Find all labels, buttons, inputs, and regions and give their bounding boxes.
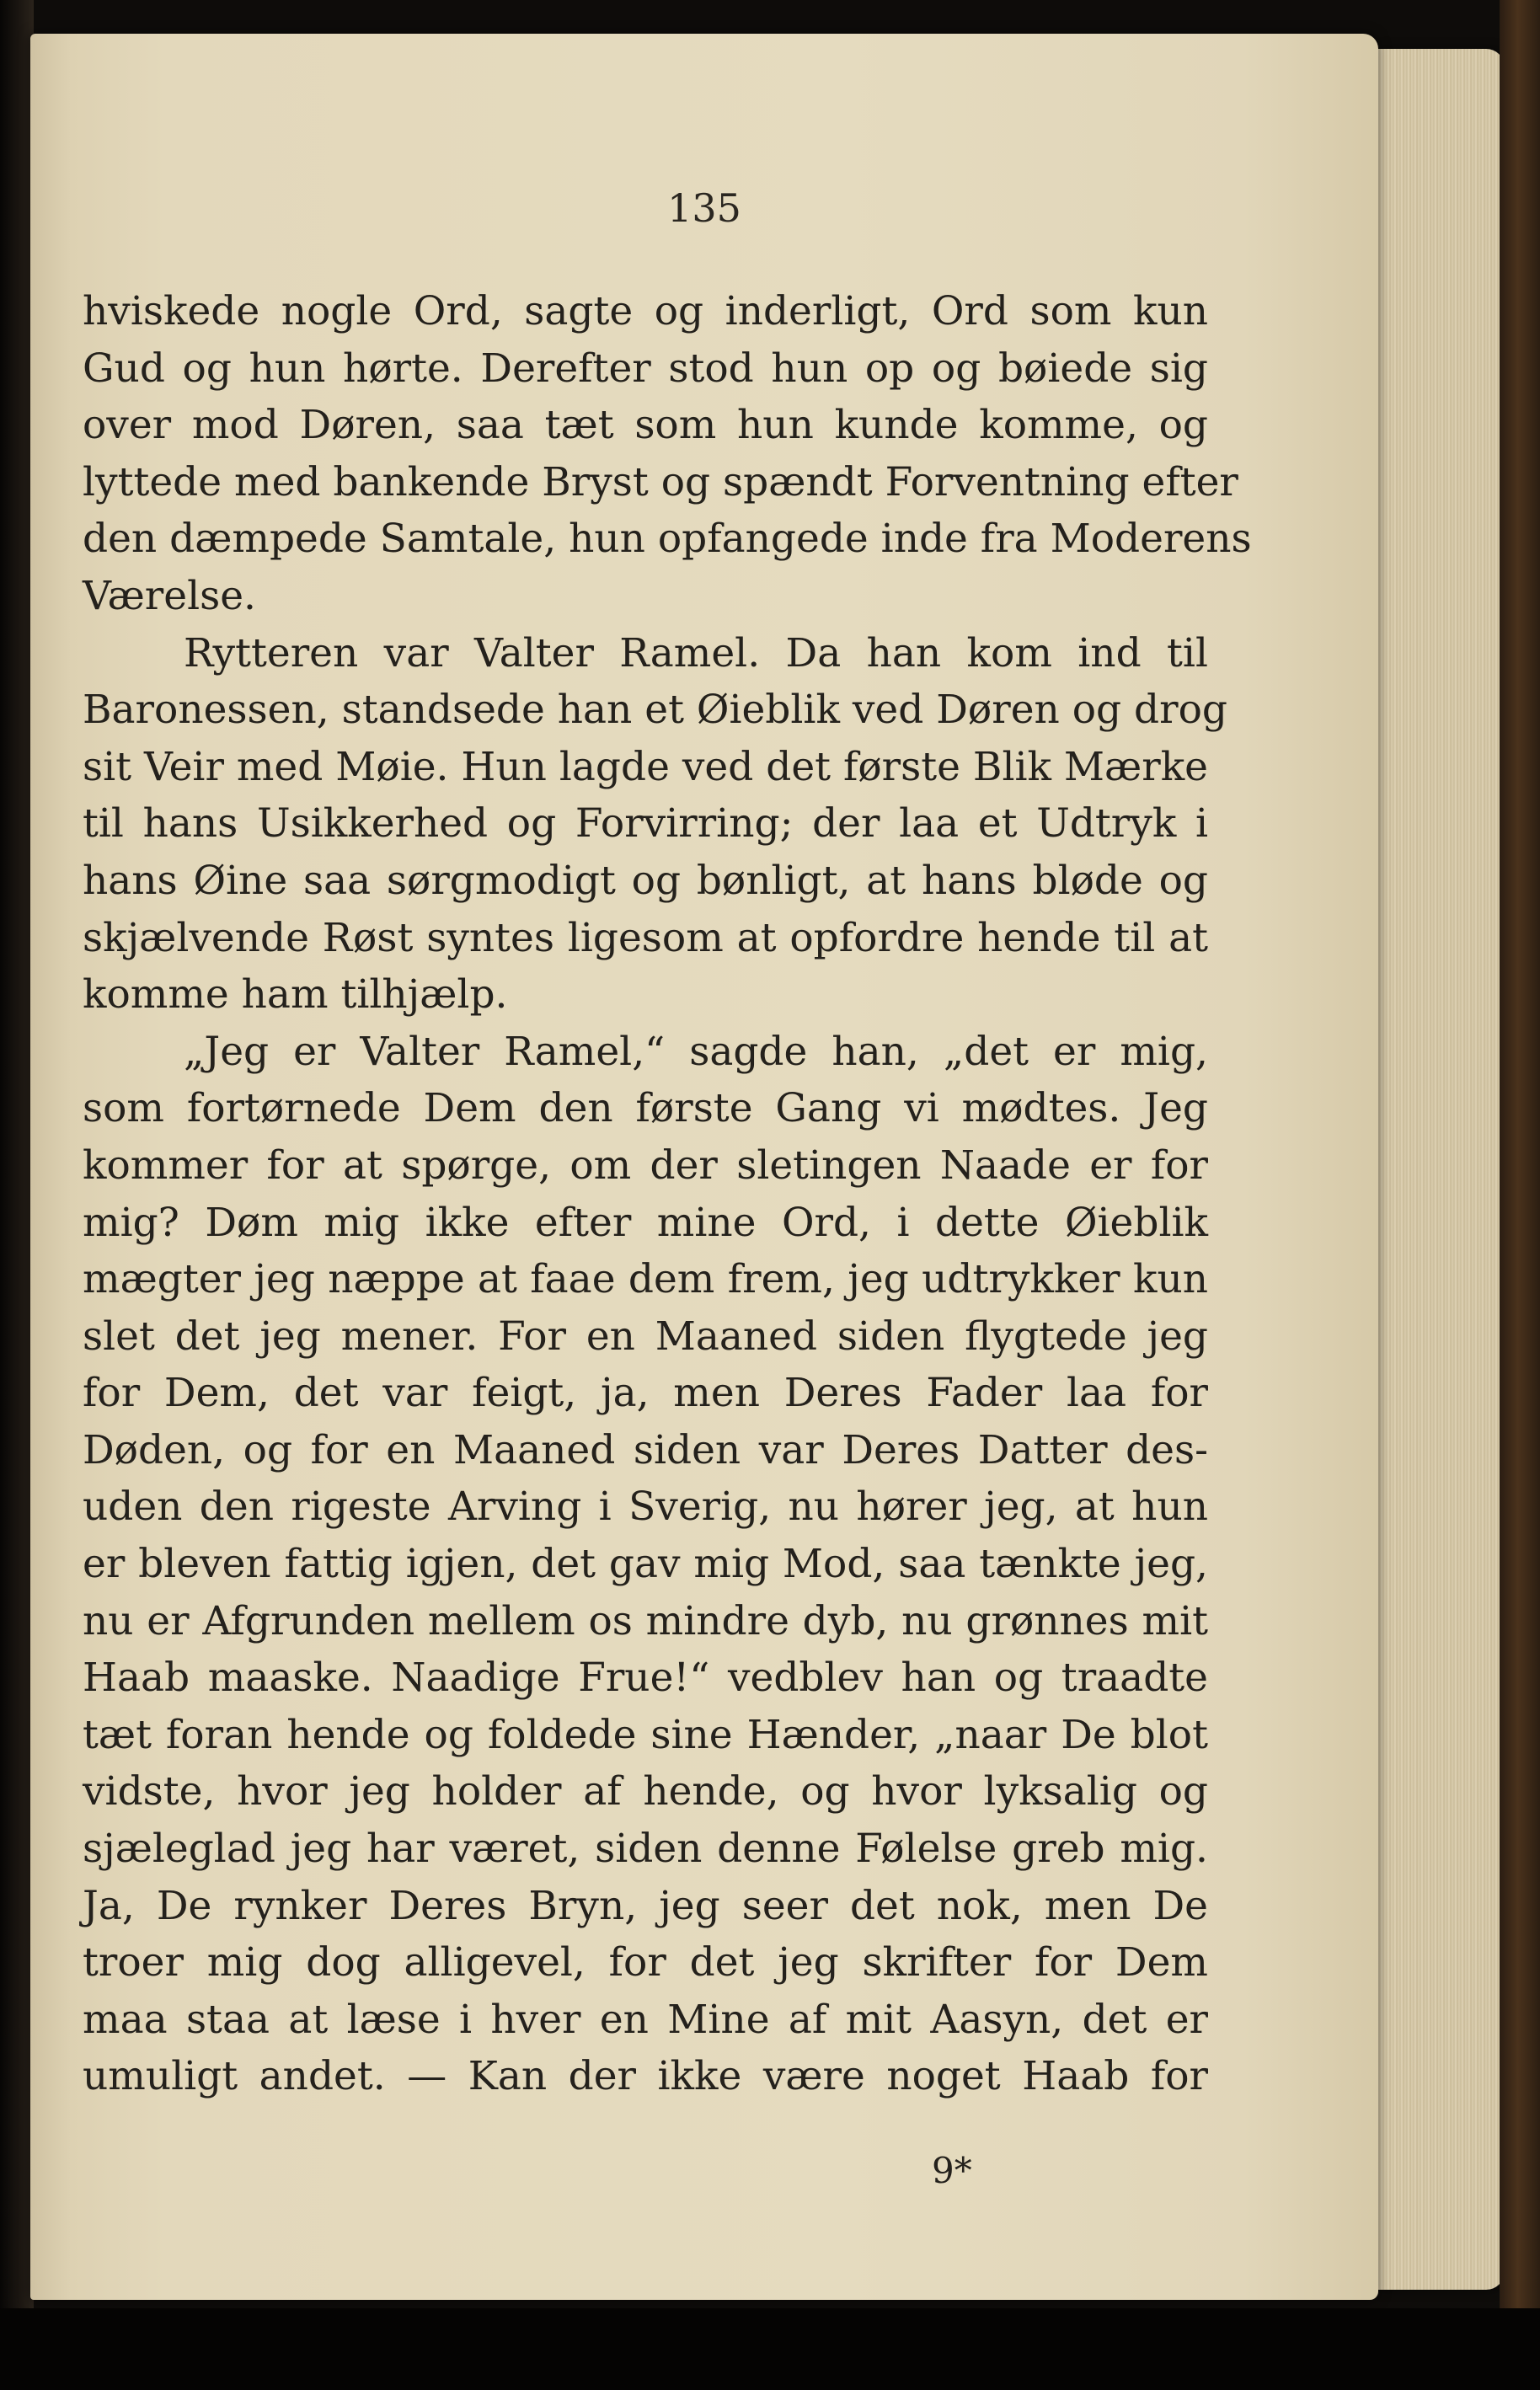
text-line: for Dem, det var feigt, ja, men Deres Fader laa for	[83, 1370, 1208, 1417]
text-line: den dæmpede Samtale, hun opfangede inde fra Moderens	[83, 516, 1252, 563]
text-line: nu er Afgrunden mellem os mindre dyb, nu grønnes mit	[83, 1597, 1208, 1644]
text-line: Ja, De rynker Deres Bryn, jeg seer det nok, men De	[83, 1882, 1208, 1929]
signature-mark: 9*	[932, 2150, 972, 2191]
page-edges	[1378, 49, 1505, 2290]
text-line: Værelse.	[83, 572, 256, 619]
text-line: hviskede nogle Ord, sagte og inderligt, Ord som kun	[83, 288, 1208, 334]
text-line: „Jeg er Valter Ramel,“ sagde han, „det er mig,	[184, 1028, 1208, 1075]
text-line: Rytteren var Valter Ramel. Da han kom ind til	[184, 629, 1208, 676]
text-line: uden den rigeste Arving i Sverig, nu hører jeg, at hun	[83, 1484, 1208, 1531]
text-line: mig? Døm mig ikke efter mine Ord, i dette Øieblik	[83, 1199, 1208, 1246]
text-line: vidste, hvor jeg holder af hende, og hvor lyksalig og	[83, 1768, 1208, 1815]
text-line: umuligt andet. — Kan der ikke være noget Haab for	[83, 2053, 1208, 2100]
background-surface	[0, 2308, 1540, 2390]
body-text	[83, 283, 1252, 2105]
text-line: over mod Døren, saa tæt som hun kunde komme, og	[83, 402, 1208, 449]
text-line: mægter jeg næppe at faae dem frem, jeg udtrykker kun	[83, 1256, 1208, 1303]
text-line: er bleven fattig igjen, det gav mig Mod, saa tænkte jeg,	[83, 1541, 1208, 1588]
text-line: sjæleglad jeg har været, siden denne Følelse greb mig.	[83, 1826, 1208, 1873]
text-line: Haab maaske. Naadige Frue!“ vedblev han og traadte	[83, 1655, 1208, 1702]
text-line: troer mig dog alligevel, for det jeg skrifter for Dem	[83, 1939, 1208, 1986]
text-line: til hans Usikkerhed og Forvirring; der laa et Udtryk i	[83, 800, 1208, 847]
page-number: 135	[667, 185, 741, 231]
text-line: maa staa at læse i hver en Mine af mit Aasyn, det er	[83, 1996, 1208, 2043]
text-line: skjælvende Røst syntes ligesom at opfordre hende til at	[83, 914, 1208, 961]
text-line: tæt foran hende og foldede sine Hænder, „naar De blot	[83, 1711, 1208, 1758]
text-line: slet det jeg mener. For en Maaned siden flygtede jeg	[83, 1313, 1208, 1360]
text-line: sit Veir med Møie. Hun lagde ved det første Blik Mærke	[83, 743, 1208, 790]
text-line: Baronessen, standsede han et Øieblik ved Døren og drog	[83, 687, 1227, 734]
text-line: kommer for at spørge, om der sletingen Naade er for	[83, 1142, 1208, 1189]
text-line: hans Øine saa sørgmodigt og bønligt, at hans bløde og	[83, 857, 1208, 904]
text-line: lyttede med bankende Bryst og spændt Forventning efter	[83, 458, 1238, 505]
book-page	[30, 34, 1378, 2300]
book-gutter	[0, 0, 34, 2390]
text-line: komme ham tilhjælp.	[83, 971, 508, 1019]
text-line: Døden, og for en Maaned siden var Deres Datter des-	[83, 1426, 1208, 1473]
text-line: Gud og hun hørte. Derefter stod hun op og bøiede sig	[83, 345, 1208, 392]
book-cover-edge	[1500, 0, 1540, 2390]
text-line: som fortørnede Dem den første Gang vi mødtes. Jeg	[83, 1085, 1208, 1132]
